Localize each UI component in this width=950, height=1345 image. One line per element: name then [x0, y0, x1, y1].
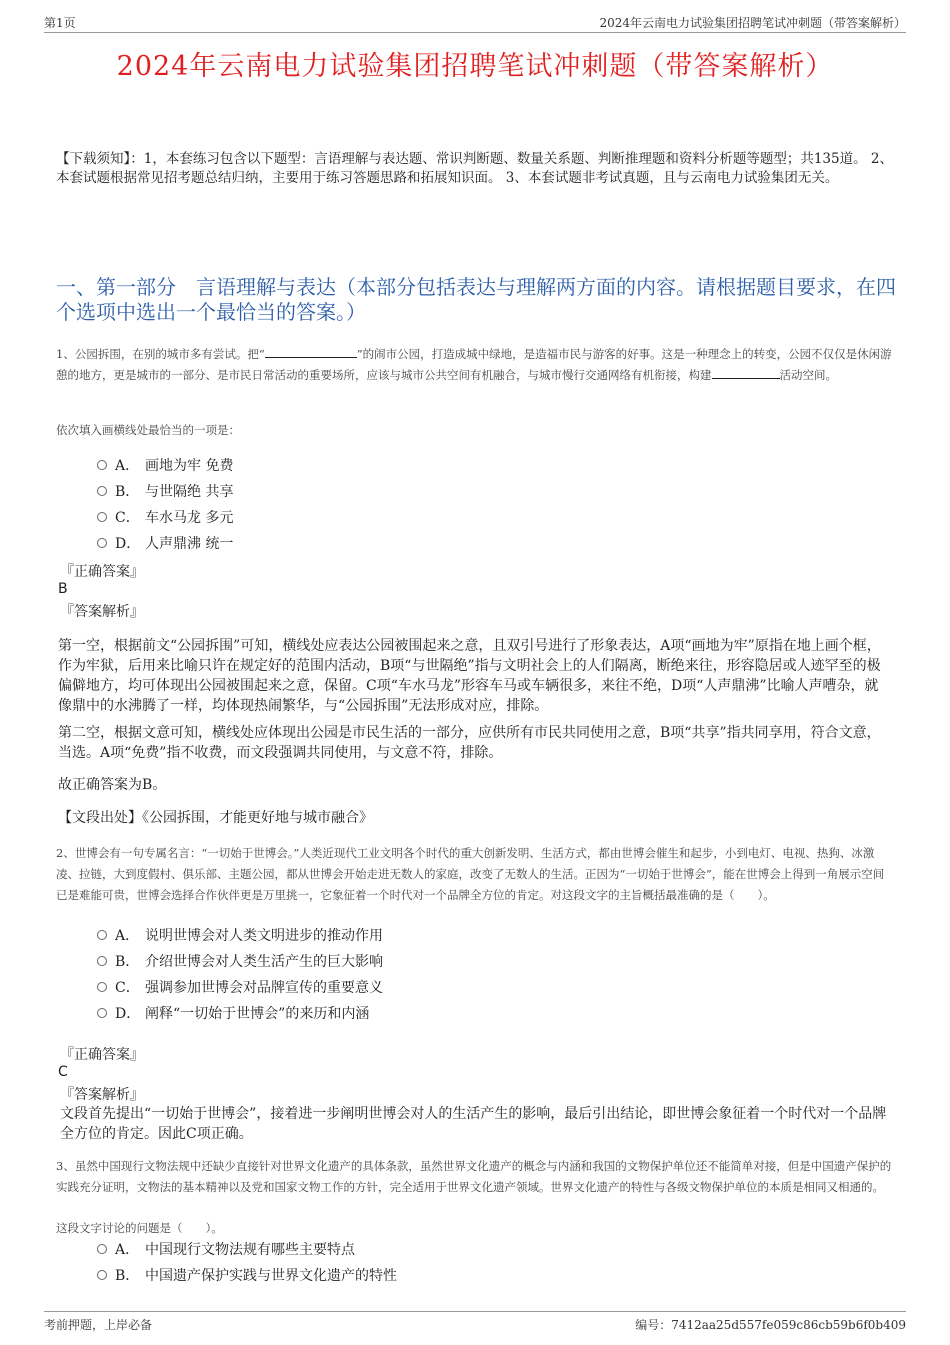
radio-icon[interactable]	[97, 1244, 107, 1254]
radio-icon[interactable]	[97, 460, 107, 470]
radio-icon[interactable]	[97, 512, 107, 522]
correct-answer-label: 『正确答案』	[60, 564, 144, 580]
q3-option-a[interactable]: A． 中国现行文物法规有哪些主要特点	[97, 1240, 355, 1260]
radio-icon[interactable]	[97, 930, 107, 940]
correct-answer-label: 『正确答案』	[60, 1047, 144, 1063]
radio-icon[interactable]	[97, 538, 107, 548]
q1-correct-answer: B	[58, 581, 68, 597]
radio-icon[interactable]	[97, 956, 107, 966]
q2-option-a[interactable]: A． 说明世博会对人类文明进步的推动作用	[97, 926, 383, 946]
question-1-stem: 1、公园拆围，在别的城市多有尝试。把“ ”的闹市公园，打造成城中绿地，是造福市民与游客的好事。这是一种理念上的转变，公园不仅仅是休闲游憩的地方，更是城市的一部分、是市民日常活动的重要场所，应该与城市公共空间有机融合，与城市慢行交通网络有机衔接，构建 活动空间。	[56, 347, 892, 382]
q2-correct-answer: C	[58, 1064, 68, 1080]
radio-icon[interactable]	[97, 1008, 107, 1018]
question-3-prompt: 这段文字讨论的问题是（ ）。	[56, 1221, 223, 1235]
header-doc-title: 2024年云南电力试验集团招聘笔试冲刺题（带答案解析）	[599, 16, 906, 30]
footer-serial: 编号：7412aa25d557fe059c86cb59b6f0b409	[635, 1318, 906, 1332]
blank-2	[712, 366, 780, 379]
radio-icon[interactable]	[97, 1270, 107, 1280]
q1-analysis-paragraph: 第二空，根据文意可知，横线处应体现出公园是市民生活的一部分，应供所有市民共同使用之意，B项“共享”指共同享用，符合文意，当选。A项“免费”指不收费，而文段强调共同使用，与文意不符，排除。	[58, 725, 881, 761]
radio-icon[interactable]	[97, 486, 107, 496]
question-3-stem: 3、虽然中国现行文物法规中还缺少直接针对世界文化遗产的具体条款，虽然世界文化遗产的概念与内涵和我国的文物保护单位还不能简单对接，但是中国遗产保护的实践充分证明，文物法的基本精神以及党和国家文物工作的方针，完全适用于世界文化遗产领域。世界文化遗产的特性与各级文物保护单位的本质是相同又相通的。	[56, 1159, 892, 1194]
answer-analysis-label: 『答案解析』	[60, 1087, 144, 1103]
answer-analysis-label: 『答案解析』	[60, 604, 144, 620]
q1-option-a[interactable]: A． 画地为牢 免费	[97, 456, 233, 476]
document-title: 2024年云南电力试验集团招聘笔试冲刺题（带答案解析）	[116, 51, 834, 82]
question-2-stem: 2、世博会有一句专属名言：“一切始于世博会。”人类近现代工业文明各个时代的重大创新发明、生活方式，都由世博会催生和起步，小到电灯、电视、热狗、冰激凌、拉链，大到度假村、俱乐部、主题公园，都从世博会开始走进无数人的家庭，改变了无数人的生活。正因为“一切始于世博会”，能在世博会上得到一角展示空间已是难能可贵，世博会选择合作伙伴更是万里挑一，它象征着一个时代对一个品牌全方位的肯定。对这段文字的主旨概括最准确的是（ ）。	[56, 846, 885, 902]
q1-source: 【文段出处】《公园拆围，才能更好地与城市融合》	[58, 810, 373, 826]
q1-option-b[interactable]: B． 与世隔绝 共享	[97, 482, 233, 502]
section-heading: 一、第一部分 言语理解与表达（本部分包括表达与理解两方面的内容。请根据题目要求，在四个选项中选出一个最恰当的答案。）	[56, 275, 896, 324]
q1-option-c[interactable]: C． 车水马龙 多元	[97, 508, 233, 528]
download-notice: 【下载须知】：1，本套练习包含以下题型：言语理解与表达题、常识判断题、数量关系题、判断推理题和资料分析题等题型；共135道。 2、本套试题根据常见招考题总结归纳，主要用于练习答题思路和拓展知识面。 3、本套试题非考试真题，且与云南电力试验集团无关。	[56, 151, 893, 186]
question-1-prompt: 依次填入画横线处最恰当的一项是：	[56, 423, 240, 437]
q1-analysis-paragraph: 第一空，根据前文“公园拆围”可知，横线处应表达公园被围起来之意，且双引号进行了形象表达，A项“画地为牢”原指在地上画个框，作为牢狱，后用来比喻只许在规定好的范围内活动，B项“与世隔绝”指与文明社会上的人们隔离，断绝来往，形容隐居或人迹罕至的极偏僻地方，均可体现出公园被围起来之意，保留。C项“车水马龙”形容车马或车辆很多，来往不绝，D项“人声鼎沸”比喻人声嘈杂，就像鼎中的水沸腾了一样，均体现热闹繁华，与“公园拆围”无法形成对应，排除。	[58, 638, 881, 714]
q2-option-c[interactable]: C． 强调参加世博会对品牌宣传的重要意义	[97, 978, 383, 998]
footer-slogan: 考前押题，上岸必备	[44, 1318, 153, 1332]
radio-icon[interactable]	[97, 982, 107, 992]
page-header	[44, 12, 906, 33]
page-number: 第1页	[44, 16, 76, 30]
q2-option-d[interactable]: D． 阐释“一切始于世博会”的来历和内涵	[97, 1004, 369, 1024]
q3-option-b[interactable]: B． 中国遗产保护实践与世界文化遗产的特性	[97, 1266, 397, 1286]
q1-analysis-conclusion: 故正确答案为B。	[58, 777, 167, 793]
q1-option-d[interactable]: D． 人声鼎沸 统一	[97, 534, 233, 554]
page-footer	[44, 1311, 906, 1332]
q2-option-b[interactable]: B． 介绍世博会对人类生活产生的巨大影响	[97, 952, 383, 972]
blank-1	[265, 345, 357, 358]
q2-analysis-paragraph: 文段首先提出“一切始于世博会”，接着进一步阐明世博会对人的生活产生的影响，最后引出结论，即世博会象征着一个时代对一个品牌全方位的肯定。因此C项正确。	[60, 1106, 887, 1142]
